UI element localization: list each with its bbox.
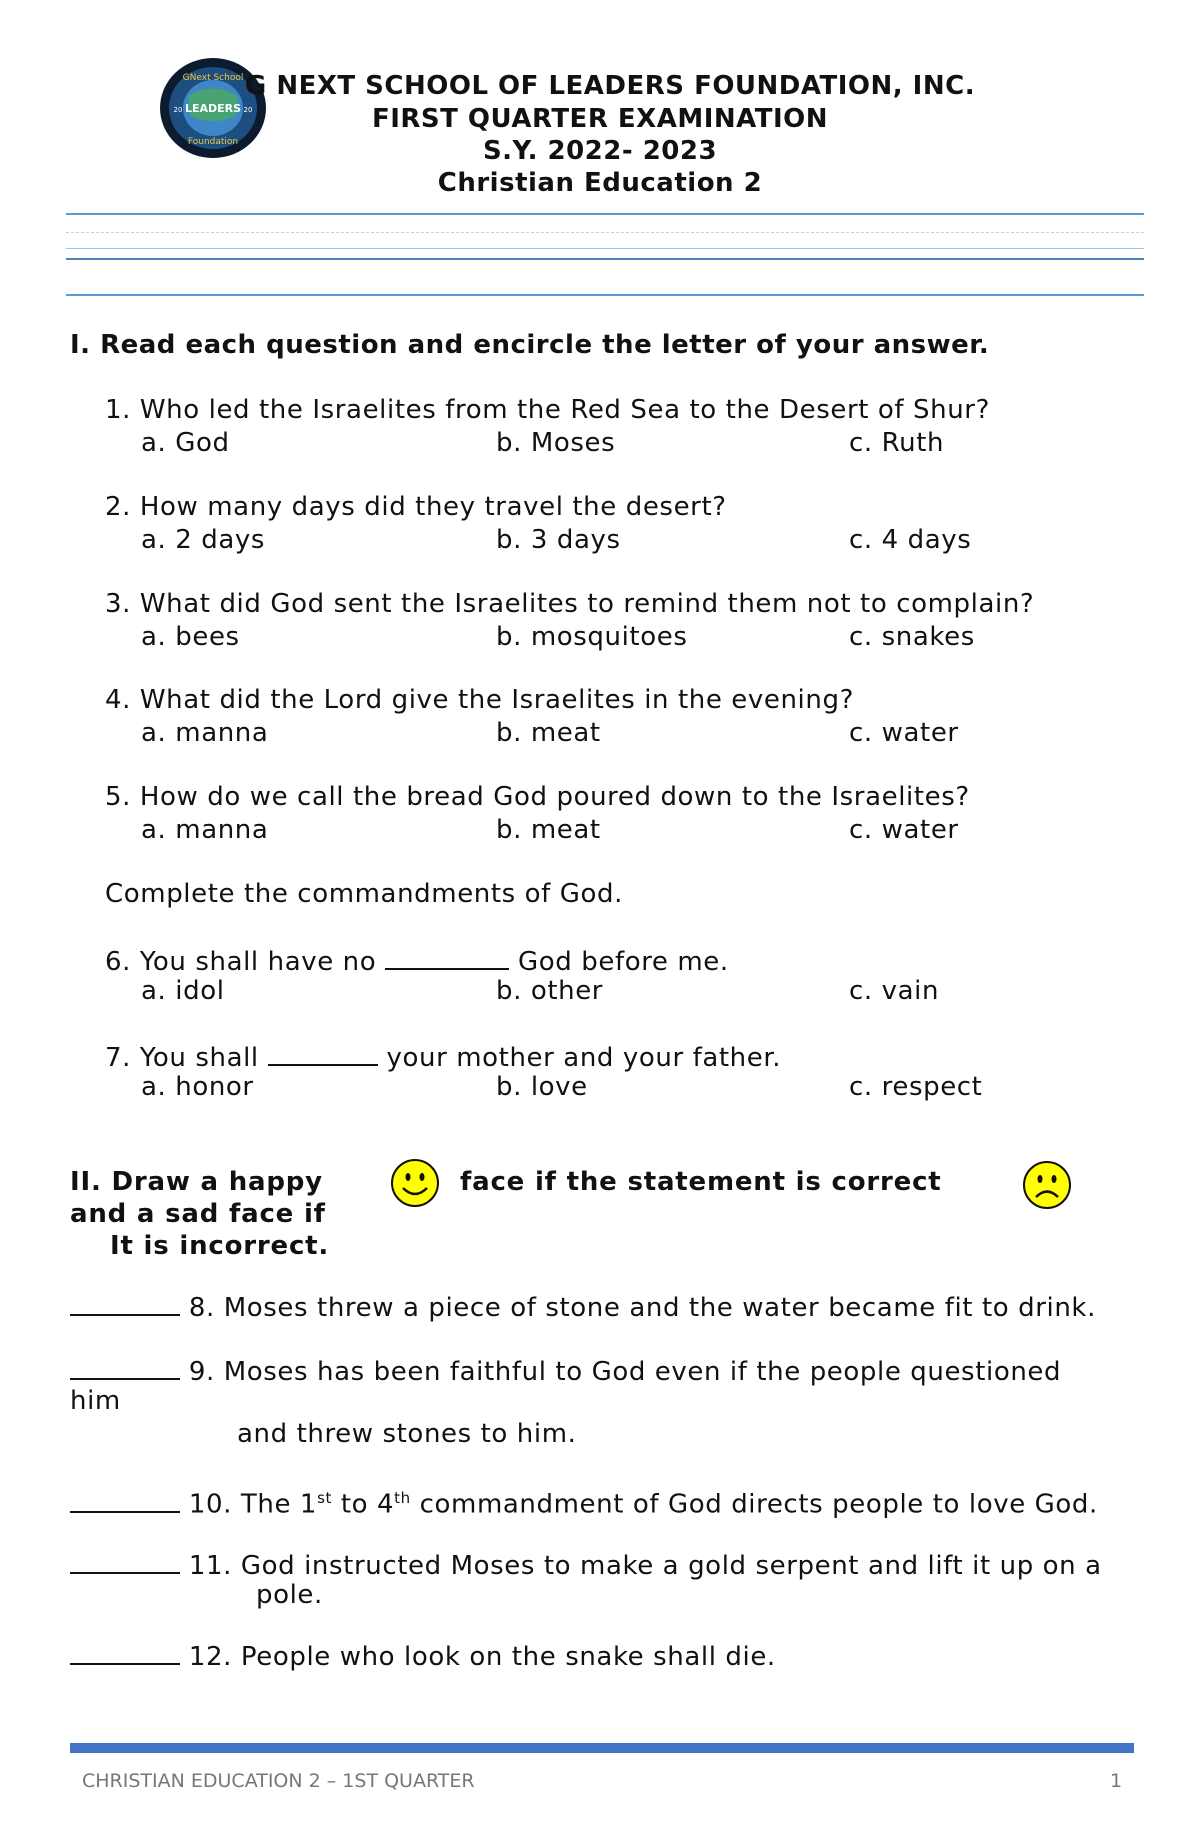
- sad-face-icon: [1022, 1160, 1072, 1214]
- exam-title: FIRST QUARTER EXAMINATION: [371, 104, 829, 134]
- question-3: 3. What did God sent the Israelites to remind them not to complain?: [105, 589, 1035, 619]
- header-rule: [66, 258, 1144, 260]
- item-8-text: 8. Moses threw a piece of stone and the water became fit to drink.: [188, 1293, 1096, 1323]
- option-2b[interactable]: b. 3 days: [496, 525, 621, 555]
- answer-blank-6[interactable]: [385, 942, 509, 970]
- answer-blank-9[interactable]: [70, 1352, 180, 1380]
- complete-instruction: Complete the commandments of God.: [105, 879, 624, 909]
- option-7b[interactable]: b. love: [496, 1072, 588, 1102]
- option-4b[interactable]: b. meat: [496, 718, 601, 748]
- answer-blank-10[interactable]: [70, 1485, 180, 1513]
- question-6: [105, 942, 729, 978]
- part2-line2: and a sad face if: [70, 1199, 326, 1229]
- answer-blank-7[interactable]: [268, 1038, 378, 1066]
- answer-blank-12[interactable]: [70, 1637, 180, 1665]
- footer-bar: [70, 1743, 1134, 1753]
- part2-line1: II. Draw a happy: [70, 1167, 323, 1197]
- option-5b[interactable]: b. meat: [496, 815, 601, 845]
- header-rule: [66, 294, 1144, 296]
- question-7-post: your mother and your father.: [386, 1043, 782, 1073]
- option-3a[interactable]: a. bees: [141, 622, 240, 652]
- option-1c[interactable]: c. Ruth: [849, 428, 945, 458]
- page-number: 1: [1110, 1770, 1123, 1792]
- option-3b[interactable]: b. mosquitoes: [496, 622, 688, 652]
- item-12: [70, 1637, 776, 1673]
- option-7c[interactable]: c. respect: [849, 1072, 983, 1102]
- header-rule: [66, 213, 1144, 215]
- item-9: [70, 1352, 1061, 1388]
- option-5a[interactable]: a. manna: [141, 815, 269, 845]
- svg-text:20: 20: [243, 106, 253, 114]
- part2-title: [70, 1166, 329, 1262]
- item-11: [70, 1546, 1102, 1582]
- option-4a[interactable]: a. manna: [141, 718, 269, 748]
- item-12-text: 12. People who look on the snake shall die.: [188, 1642, 776, 1672]
- question-2: 2. How many days did they travel the desert?: [105, 492, 727, 522]
- header-rule: [66, 248, 1144, 249]
- answer-blank-8[interactable]: [70, 1288, 180, 1316]
- question-5: 5. How do we call the bread God poured down to the Israelites?: [105, 782, 970, 812]
- logo-text-bottom: Foundation: [187, 137, 239, 147]
- option-6b[interactable]: b. other: [496, 976, 604, 1006]
- question-6-pre: 6. You shall have no: [105, 947, 377, 977]
- option-2c[interactable]: c. 4 days: [849, 525, 972, 555]
- question-1: 1. Who led the Israelites from the Red Sea to the Desert of Shur?: [105, 395, 990, 425]
- part1-title: I. Read each question and encircle the letter of your answer.: [70, 330, 990, 360]
- item-11-text: 11. God instructed Moses to make a gold serpent and lift it up on a: [188, 1551, 1102, 1581]
- option-4c[interactable]: c. water: [849, 718, 959, 748]
- answer-blank-11[interactable]: [70, 1546, 180, 1574]
- item-9-cont: him: [70, 1386, 121, 1416]
- option-3c[interactable]: c. snakes: [849, 622, 975, 652]
- item-11-cont: pole.: [256, 1580, 323, 1610]
- logo-text-top: GNext School: [182, 73, 244, 83]
- footer-text: CHRISTIAN EDUCATION 2 – 1ST QUARTER: [82, 1770, 475, 1792]
- question-4: 4. What did the Lord give the Israelites in the evening?: [105, 685, 854, 715]
- question-7-pre: 7. You shall: [105, 1043, 259, 1073]
- question-6-post: God before me.: [518, 947, 729, 977]
- item-9-text: 9. Moses has been faithful to God even if the people questioned: [188, 1357, 1062, 1387]
- option-5c[interactable]: c. water: [849, 815, 959, 845]
- school-year: S.Y. 2022- 2023: [482, 136, 718, 166]
- option-1b[interactable]: b. Moses: [496, 428, 616, 458]
- smiley-face-icon: [390, 1158, 440, 1212]
- logo-text-center: LEADERS: [184, 102, 242, 115]
- org-name: G NEXT SCHOOL OF LEADERS FOUNDATION, INC.: [244, 71, 976, 101]
- part2-line3: It is incorrect.: [110, 1231, 330, 1261]
- svg-text:20: 20: [173, 106, 183, 114]
- option-6c[interactable]: c. vain: [849, 976, 940, 1006]
- subject-title: Christian Education 2: [437, 168, 763, 198]
- header-rule-dashed: [66, 232, 1144, 233]
- item-9-cont2: and threw stones to him.: [237, 1419, 577, 1449]
- option-6a[interactable]: a. idol: [141, 976, 225, 1006]
- item-8: [70, 1288, 1096, 1324]
- item-10: 10. The 1st to 4th commandment of God directs people to love God.: [70, 1482, 1098, 1521]
- option-2a[interactable]: a. 2 days: [141, 525, 266, 555]
- option-7a[interactable]: a. honor: [141, 1072, 254, 1102]
- part2-mid-text: face if the statement is correct: [460, 1167, 942, 1197]
- question-7: [105, 1038, 781, 1074]
- option-1a[interactable]: a. God: [141, 428, 230, 458]
